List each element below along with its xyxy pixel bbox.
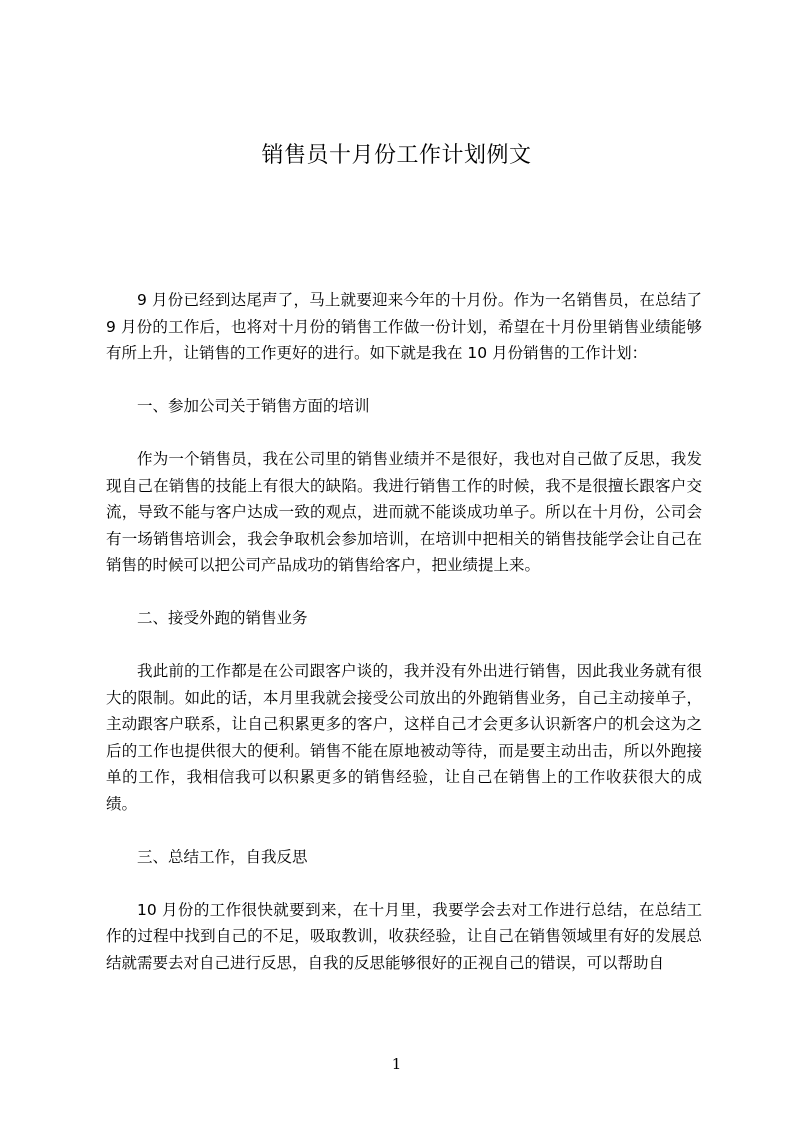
- section-heading-training: 一、参加公司关于销售方面的培训: [137, 397, 370, 415]
- section-body-outside-sales: 我此前的工作都是在公司跟客户谈的，我并没有外出进行销售，因此我业务就有很大的限制。如此的话，本月里我就会接受公司放出的外跑销售业务，自己主动接单子，主动跟客户联系，让自己积累更多的客户，这样自己才会更多认识新客户的机会这为之后的工作也提供很大的便利。销售不能在原地被动等待，而是要主动出击，所以外跑接单的工作，我相信我可以积累更多的销售经验，让自己在销售上的工作收获很大的成绩。: [106, 662, 702, 813]
- paragraph-spacer: [106, 579, 702, 606]
- paragraph-spacer: [106, 870, 702, 897]
- paragraph-spacer: [106, 367, 702, 394]
- paragraph-spacer: [106, 420, 702, 447]
- page-number: 1: [391, 1055, 402, 1073]
- section-body-reflection: 10 月份的工作很快就要到来，在十月里，我要学会去对工作进行总结，在总结工作的过程中找到自己的不足，吸取教训，收获经验，让自己在销售领域里有好的发展总结就需要去对自己进行反思，自我的反思能够很好的正视自己的错误，可以帮助自: [106, 900, 702, 972]
- section-heading-outside-sales: 二、接受外跑的销售业务: [137, 609, 308, 627]
- document-body: [106, 287, 702, 976]
- paragraph-spacer: [106, 817, 702, 844]
- section-heading-reflection: 三、总结工作，自我反思: [137, 847, 308, 866]
- section-body-training: 作为一个销售员，我在公司里的销售业绩并不是很好，我也对自己做了反思，我发现自己在销售的技能上有很大的缺陷。我进行销售工作的时候，我不是很擅长跟客户交流，导致不能与客户达成一致的观点，进而就不能谈成功单子。所以在十月份，公司会有一场销售培训会，我会争取机会参加培训，在培训中把相关的销售技能学会让自己在销售的时候可以把公司产品成功的销售给客户，把业绩提上来。: [106, 450, 702, 574]
- paragraph-spacer: [106, 632, 702, 659]
- intro-paragraph: 9 月份已经到达尾声了，马上就要迎来今年的十月份。作为一名销售员，在总结了 9 月份的工作后，也将对十月份的销售工作做一份计划，希望在十月份里销售业绩能够有所上升，让销售的工作更好的进行。如下就是我在 10 月份销售的工作计划：: [106, 291, 702, 362]
- page-title: 销售员十月份工作计划例文: [261, 143, 532, 168]
